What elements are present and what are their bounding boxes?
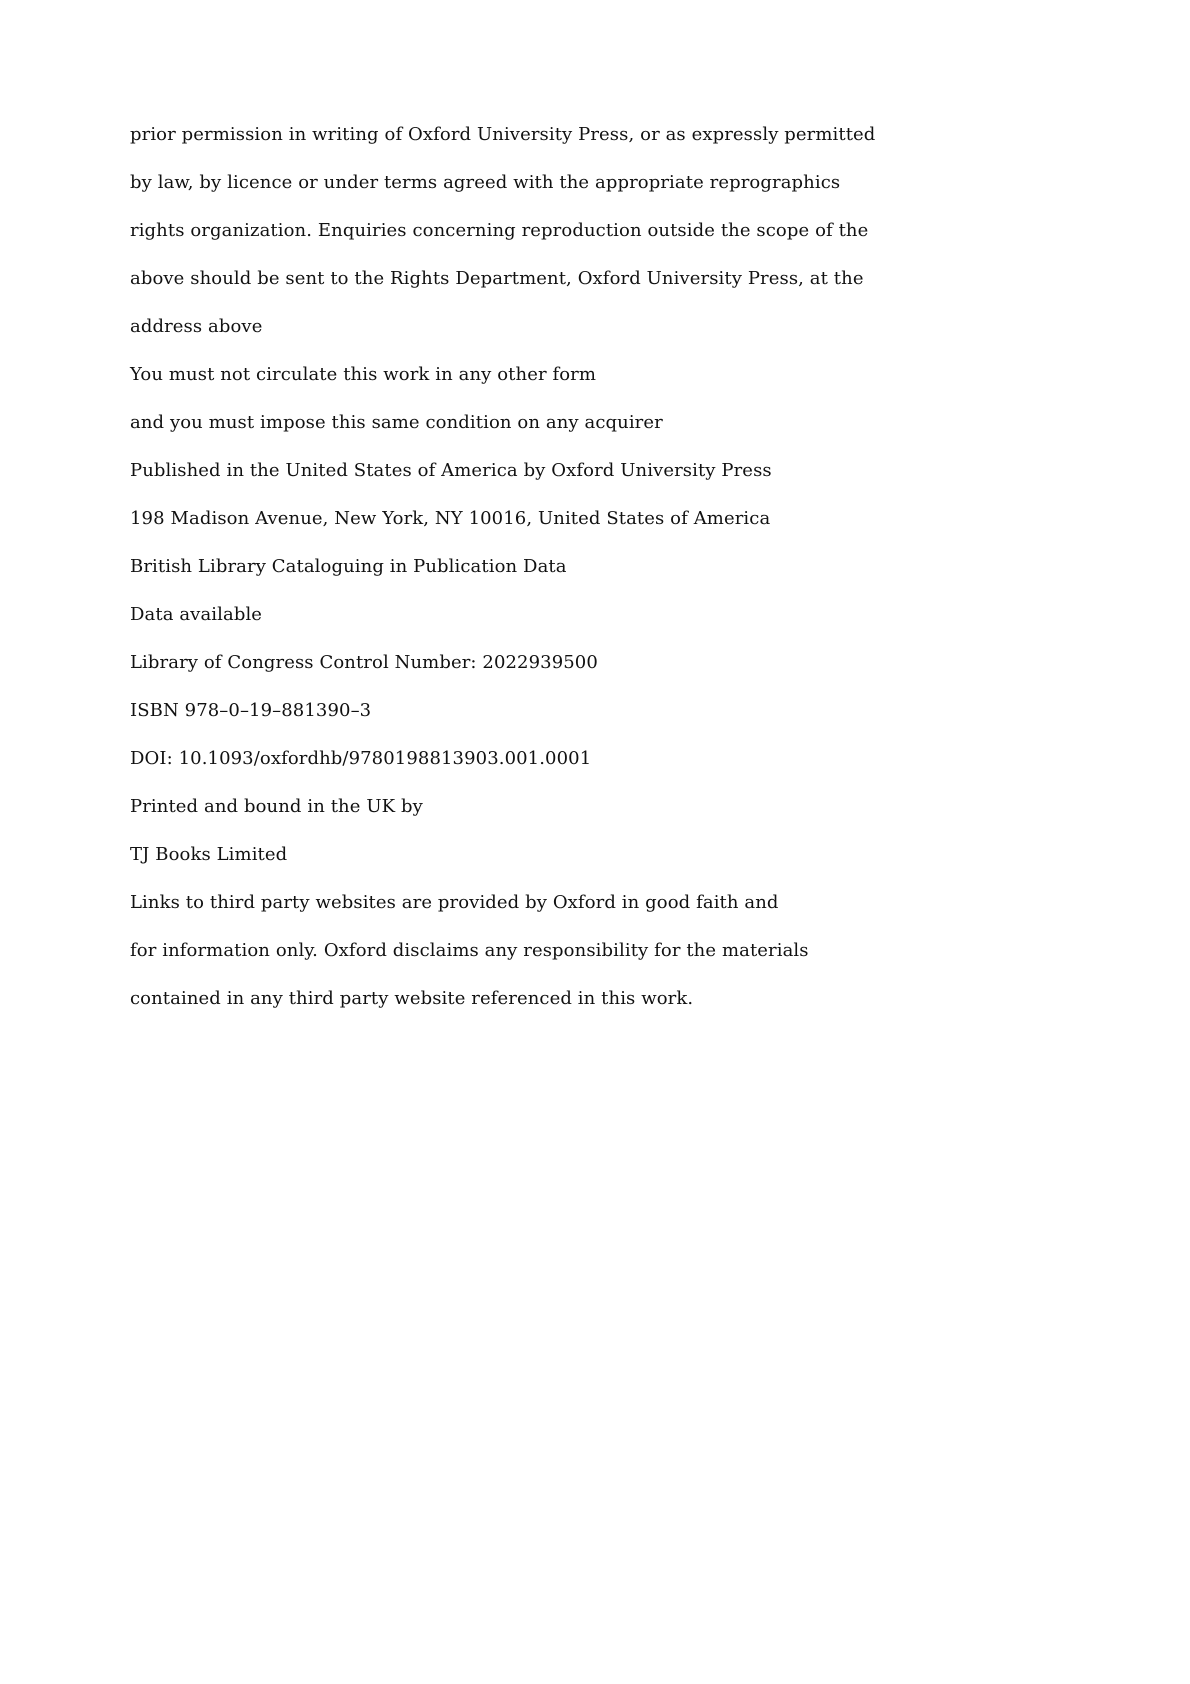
printed-bound-line: Printed and bound in the UK by (130, 796, 423, 817)
publisher-line: Published in the United States of America by Oxford University Press (130, 460, 772, 481)
copyright-line-circulate: You must not circulate this work in any other form (130, 364, 597, 385)
copyright-text-block (130, 120, 1030, 1032)
third-party-links-line-2: for information only. Oxford disclaims any responsibility for the materials (130, 940, 809, 961)
copyright-line-licence: by law, by licence or under terms agreed with the appropriate reprographics (130, 172, 841, 193)
printer-name: TJ Books Limited (130, 844, 288, 865)
copyright-line-rights-department: above should be sent to the Rights Department, Oxford University Press, at the (130, 268, 864, 289)
isbn-number: ISBN 978–0–19–881390–3 (130, 700, 372, 721)
copyright-line-address-above: address above (130, 316, 263, 337)
loc-control-number: Library of Congress Control Number: 2022939500 (130, 652, 598, 673)
data-available: Data available (130, 604, 263, 625)
copyright-line-permission: prior permission in writing of Oxford University Press, or as expressly permitted (130, 124, 876, 145)
copyright-line-acquirer: and you must impose this same condition on any acquirer (130, 412, 663, 433)
third-party-links-line-1: Links to third party websites are provided by Oxford in good faith and (130, 892, 779, 913)
copyright-line-rights-organization: rights organization. Enquiries concerning reproduction outside the scope of the (130, 220, 869, 241)
third-party-links-line-3: contained in any third party website referenced in this work. (130, 988, 694, 1009)
doi-number: DOI: 10.1093/oxfordhb/9780198813903.001.0001 (130, 748, 592, 769)
publisher-address: 198 Madison Avenue, New York, NY 10016, United States of America (130, 508, 771, 529)
british-library-heading: British Library Cataloguing in Publication Data (130, 556, 567, 577)
